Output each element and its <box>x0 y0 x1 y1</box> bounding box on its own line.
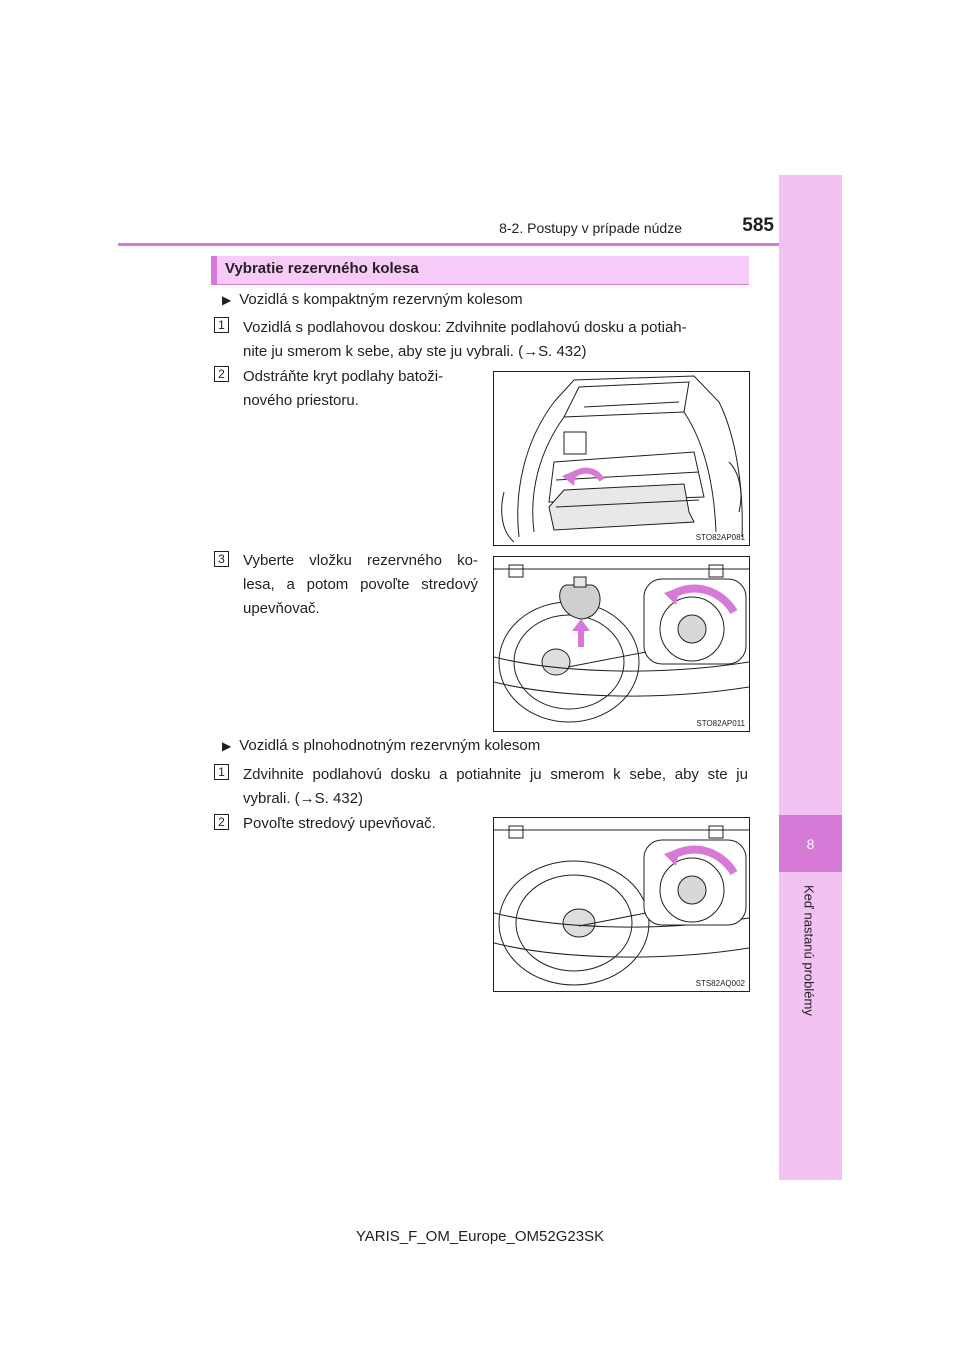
step-3-line-3: upevňovač. <box>243 600 320 617</box>
trunk-illustration <box>494 372 749 545</box>
figure-trunk-floor-cover <box>493 371 750 546</box>
step-3-line-2: lesa, a potom povoľte stredový <box>243 576 478 593</box>
compact-spare-heading-text: Vozidlá s kompaktným rezervným kolesom <box>239 291 523 308</box>
spare-tire-fullsize-illustration <box>494 818 749 991</box>
step-1-line-1: Vozidlá s podlahovou doskou: Zdvihnite podlahovú dosku a potiah- <box>243 319 687 336</box>
footer-document-id: YARIS_F_OM_Europe_OM52G23SK <box>355 1228 605 1245</box>
figure-spare-tire-compact <box>493 556 750 732</box>
step-2-line-2: nového priestoru. <box>243 392 359 409</box>
section-title: Vybratie rezervného kolesa <box>225 260 419 277</box>
figure-code-2: STO82AP011 <box>696 719 745 728</box>
bullet-triangle-icon: ▶ <box>222 738 232 753</box>
step-3-line-1: Vyberte vložku rezervného ko- <box>243 552 478 569</box>
spare-tire-compact-illustration <box>494 557 749 731</box>
page-number: 585 <box>742 215 774 236</box>
fullsize-step-1-line-1: Zdvihnite podlahovú dosku a potiahnite ju smerom k sebe, aby ste ju <box>243 766 748 783</box>
step-1-text <box>243 316 748 364</box>
fullsize-step-2-text: Povoľte stredový upevňovač. <box>243 815 436 832</box>
header-rule <box>118 243 779 246</box>
chapter-number: 8 <box>806 835 815 852</box>
step-number-1: 1 <box>214 317 229 333</box>
step-number-2: 2 <box>214 366 229 382</box>
section-title-bar-edge <box>211 256 217 284</box>
fullsize-spare-heading <box>222 737 540 754</box>
side-tab-upper <box>779 175 842 815</box>
section-title-rule <box>211 284 749 285</box>
chapter-title: Keď nastanú problémy <box>801 885 817 1016</box>
bullet-triangle-icon: ▶ <box>222 292 232 307</box>
fullsize-step-number-2: 2 <box>214 814 229 830</box>
step-1-line-2: nite ju smerom k sebe, aby ste ju vybrali. (→S. 432) <box>243 343 587 360</box>
compact-spare-heading <box>222 291 523 308</box>
figure-code-3: STS82AQ002 <box>695 979 745 988</box>
fullsize-step-1-text <box>243 763 748 811</box>
fullsize-step-number-1: 1 <box>214 764 229 780</box>
step-3-text <box>243 549 478 621</box>
fullsize-step-1-line-2: vybrali. (→S. 432) <box>243 790 364 807</box>
figure-code-1: STO82AP081 <box>695 533 745 542</box>
fullsize-spare-heading-text: Vozidlá s plnohodnotným rezervným kolesom <box>239 737 541 754</box>
figure-spare-tire-fullsize <box>493 817 750 992</box>
step-2-text <box>243 365 478 413</box>
step-2-line-1: Odstráňte kryt podlahy batoži- <box>243 368 444 385</box>
header-section-title: 8-2. Postupy v prípade núdze <box>499 220 682 236</box>
step-number-3: 3 <box>214 551 229 567</box>
